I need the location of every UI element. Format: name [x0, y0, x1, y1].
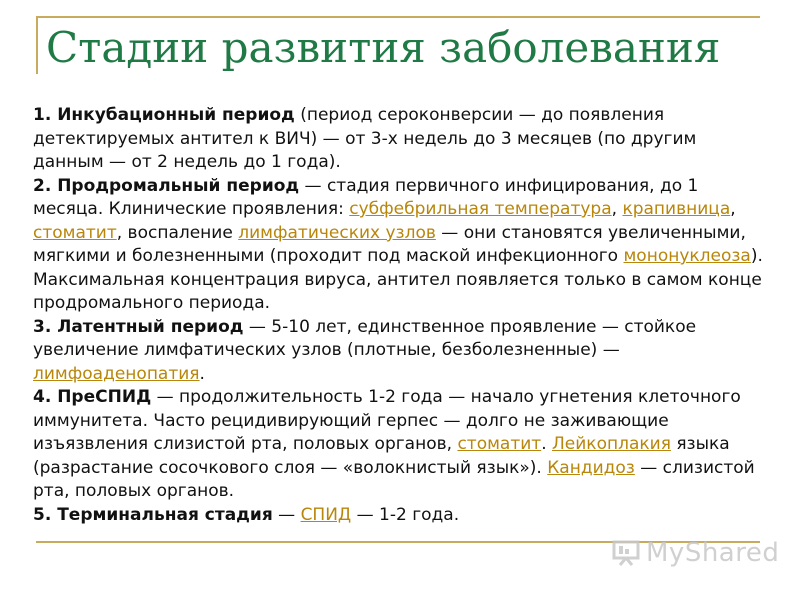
stage-1-text: (период сероконверсии — до появления детектируемых антител к ВИЧ) — от 3-х недель до 3 месяцев (по другим данным — от 2 недель до 1 года). [33, 105, 697, 172]
stage-4-text: . [541, 434, 553, 454]
slide-body [33, 104, 763, 527]
stage-5-text: — 1-2 года. [351, 504, 460, 525]
stage-2-text: ). Максимальная концентрация вируса, антител появляется только в самом конце продромального периода. [33, 246, 763, 313]
slide-title: Стадии развития заболевания [46, 23, 721, 72]
stage-1-heading: 1. Инкубационный период [33, 105, 295, 125]
link-aids[interactable]: СПИД [300, 504, 352, 525]
stage-3 [33, 316, 763, 387]
link-lymphadenopathy[interactable]: лимфоаденопатия [33, 363, 200, 384]
link-stomatitis[interactable]: стоматит [33, 222, 117, 243]
stage-2 [33, 175, 763, 316]
stage-5-heading: 5. Терминальная стадия [33, 504, 273, 525]
left-accent-line [36, 16, 38, 74]
stage-2-text: , [611, 199, 623, 219]
stage-2-text: , [730, 199, 736, 219]
stage-4 [33, 386, 763, 504]
stage-3-heading: 3. Латентный период [33, 316, 244, 337]
stage-4-text: — слизистой рта, половых органов. [33, 457, 755, 501]
brand-watermark [612, 538, 779, 568]
stage-2-text: , воспаление [116, 222, 239, 243]
stage-4-text: — продолжительность 1-2 года — начало угнетения клеточного иммунитета. Часто рецидивирующий герпес — долго не заживающие изъязвления слизистой рта, половых органов, [33, 387, 741, 454]
link-urticaria[interactable]: крапивница [622, 199, 731, 219]
presentation-board-icon [612, 540, 640, 566]
stage-5 [33, 504, 763, 528]
link-subfebrile-temperature[interactable]: субфебрильная температура [349, 199, 612, 219]
stage-5-text: — [272, 504, 301, 525]
stage-1 [33, 104, 763, 175]
link-lymph-nodes[interactable]: лимфатических узлов [238, 222, 436, 243]
link-mononucleosis[interactable]: мононуклеоза [623, 246, 751, 266]
brand-name: MyShared [646, 538, 780, 568]
stage-2-text: — они становятся увеличенными, мягкими и болезненными (проходит под маской инфекционного [33, 222, 746, 266]
link-candidiasis[interactable]: Кандидоз [547, 457, 635, 478]
top-accent-line [36, 16, 760, 18]
stage-2-heading: 2. Продромальный период [33, 175, 300, 196]
stage-4-heading: 4. ПреСПИД [33, 387, 152, 407]
stage-3-text: — 5-10 лет, единственное проявление — стойкое увеличение лимфатических узлов (плотные, безболезненные) — [33, 316, 697, 360]
link-leukoplakia[interactable]: Лейкоплакия [552, 434, 671, 454]
stage-2-text: — стадия первичного инфицирования, до 1 месяца. Клинические проявления: [33, 175, 699, 219]
stage-3-text: . [199, 363, 205, 384]
link-stomatitis-2[interactable]: стоматит [457, 434, 542, 454]
stage-4-text: языка (разрастание сосочкового слоя — «волокнистый язык»). [33, 434, 730, 478]
